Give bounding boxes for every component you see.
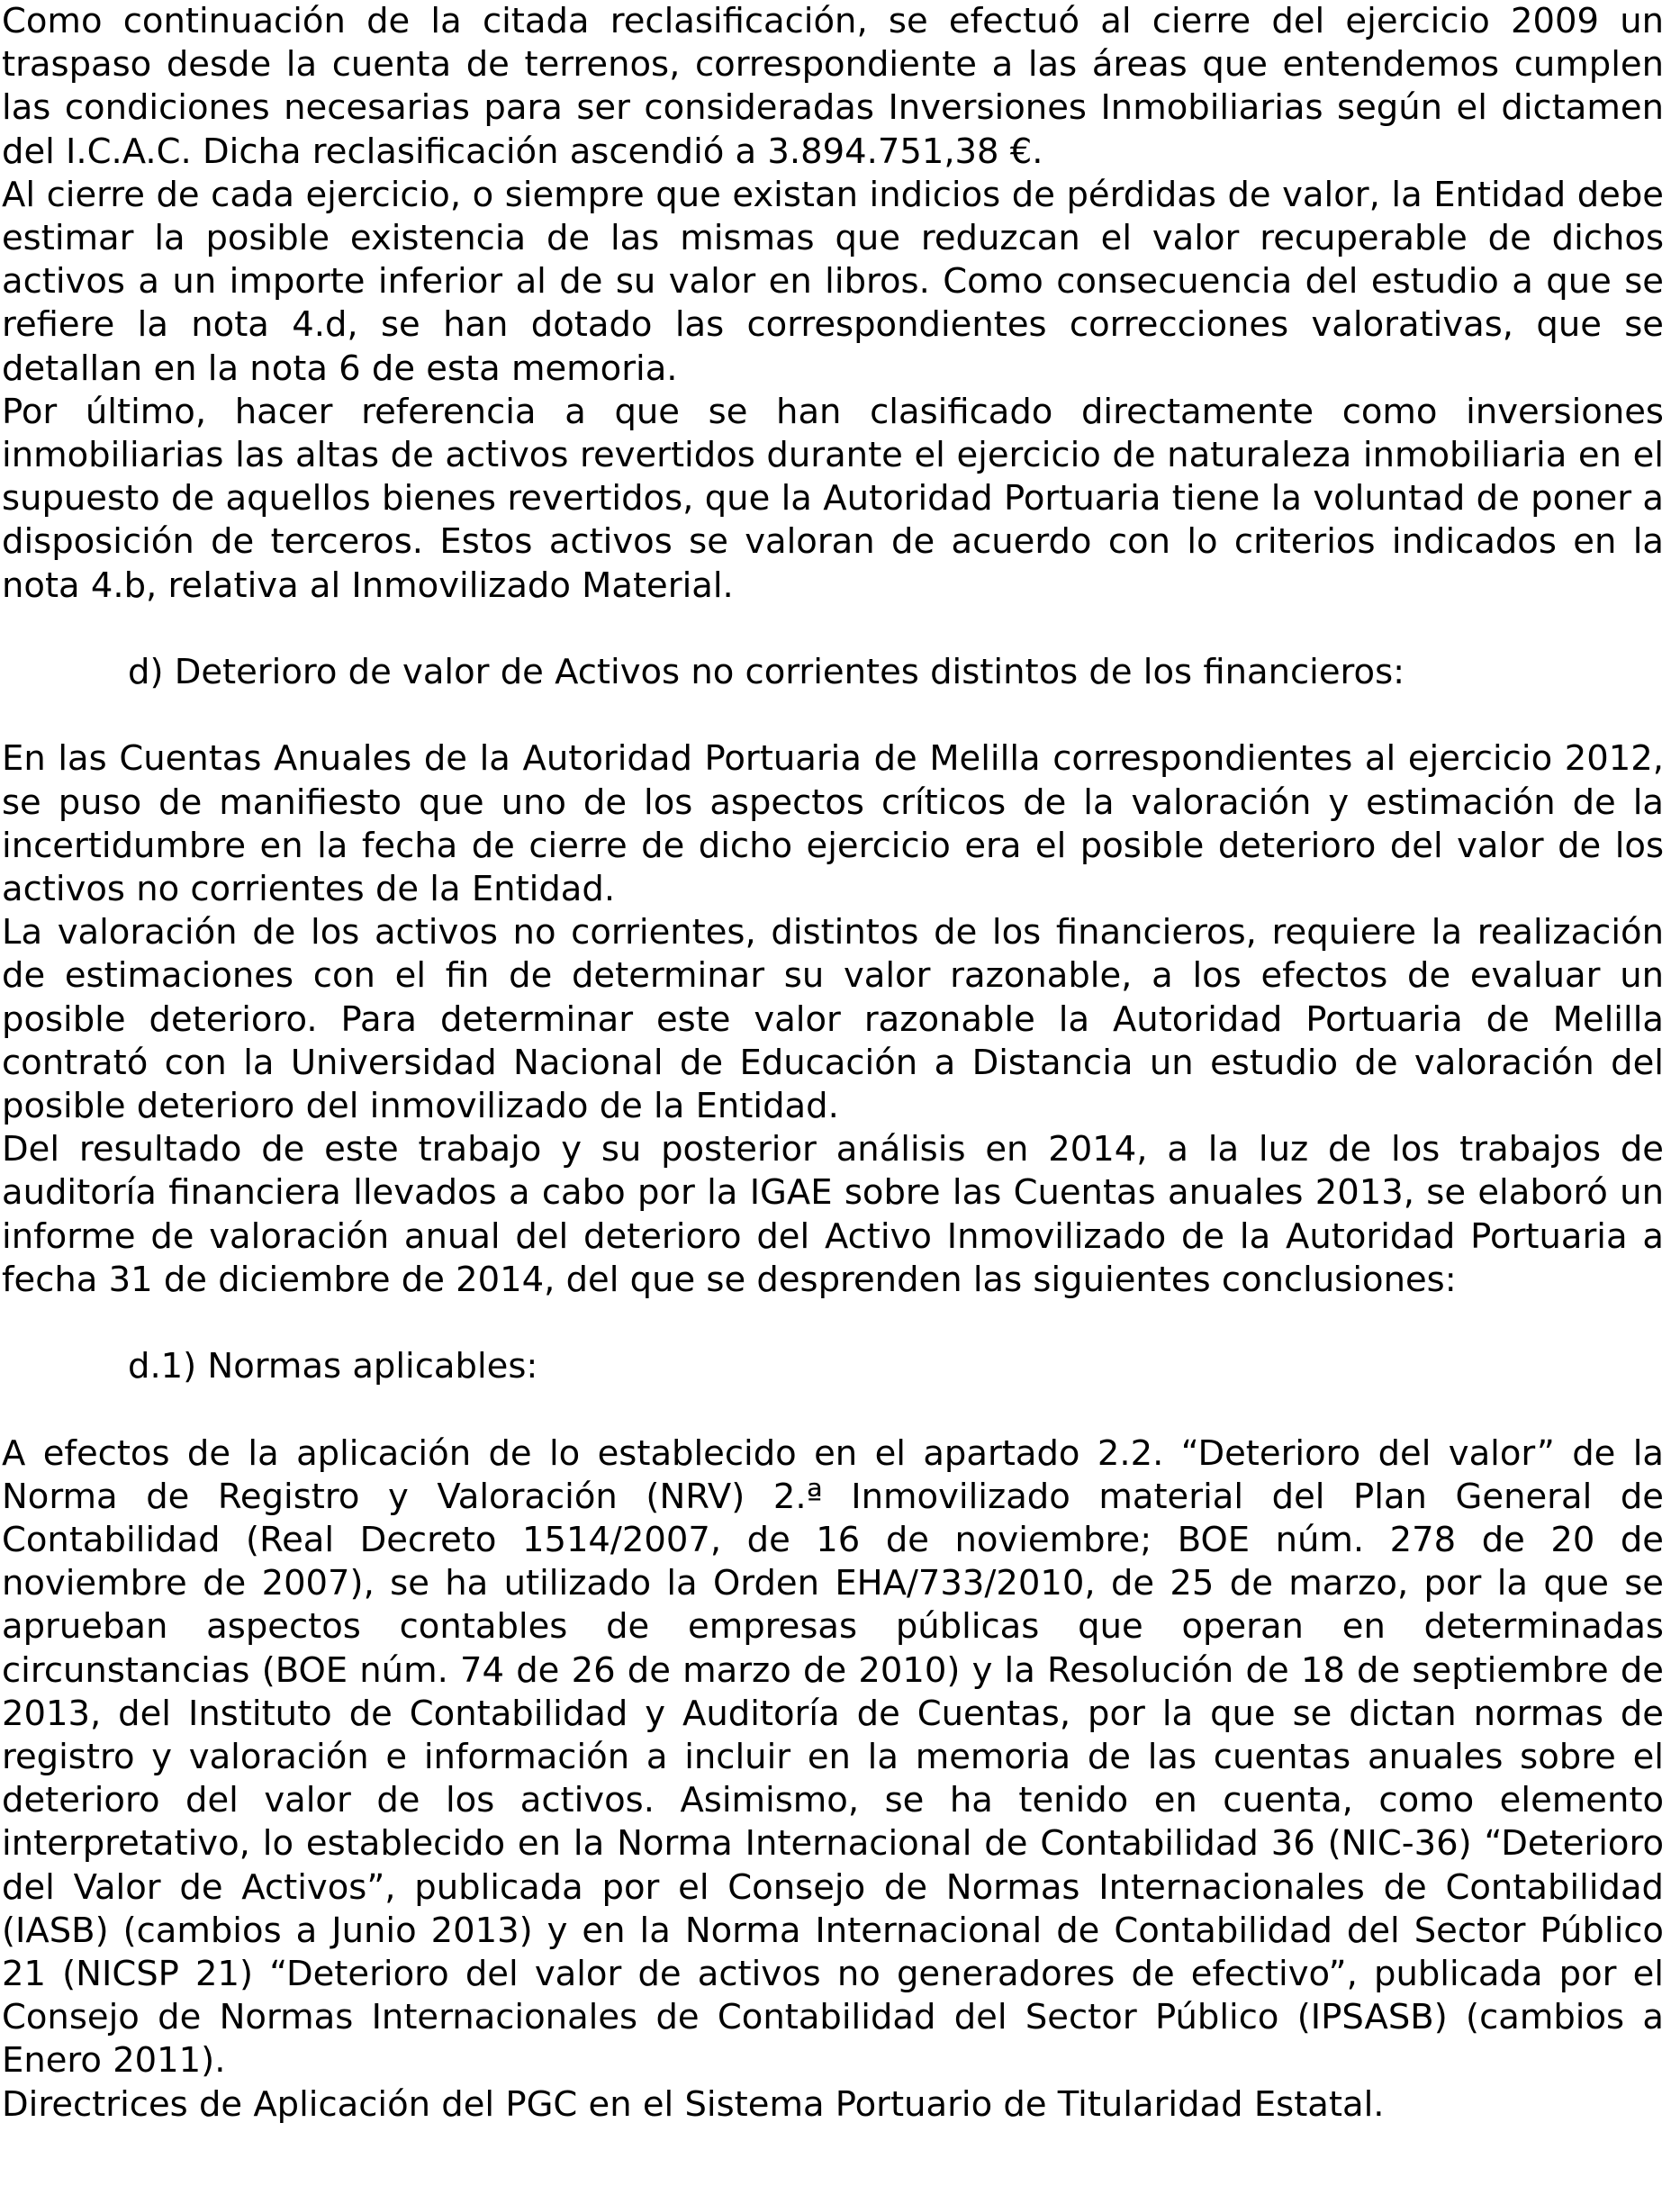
paragraph-cuentas-anuales: En las Cuentas Anuales de la Autoridad Portuaria de Melilla correspondientes al ejercicio 2012, se puso de manifiesto que uno de los aspectos críticos de la valoración y estimación de la incertidumbre en la fecha de cierre de dicho ejercicio era el posible deterioro del valor de los activos no corrientes de la Entidad. <box>2 738 1664 910</box>
subsection-heading-normas: d.1) Normas aplicables: <box>128 1346 538 1387</box>
paragraph-resultado-trabajo: Del resultado de este trabajo y su posterior análisis en 2014, a la luz de los trabajos de auditoría financiera llevados a cabo por la IGAE sobre las Cuentas anuales 2013, se elaboró un informe de valoración anual del deterioro del Activo Inmovilizado de la Autoridad Portuaria a fecha 31 de diciembre de 2014, del que se desprenden las siguientes conclusiones: <box>2 1129 1664 1300</box>
section-heading-deterioro: d) Deterioro de valor de Activos no corrientes distintos de los financieros: <box>128 652 1405 693</box>
paragraph-ultimo: Por último, hacer referencia a que se han clasificado directamente como inversiones inmobiliarias las altas de activos revertidos durante el ejercicio de naturaleza inmobiliaria en el supuesto de aquellos bienes revertidos, que la Autoridad Portuaria tiene la voluntad de poner a disposición de terceros. Estos activos se valoran de acuerdo con lo criterios indicados en la nota 4.b, relativa al Inmovilizado Material. <box>2 391 1664 606</box>
document-page <box>2 0 1664 2127</box>
paragraph-reclasificacion: Como continuación de la citada reclasificación, se efectuó al cierre del ejercicio 2009 un traspaso desde la cuenta de terrenos, correspondiente a las áreas que entendemos cumplen las condiciones necesarias para ser consideradas Inversiones Inmobiliarias según el dictamen del I.C.A.C. Dicha reclasificación ascendió a 3.894.751,38 €. <box>2 1 1664 172</box>
paragraph-normas-aplicables: A efectos de la aplicación de lo establecido en el apartado 2.2. “Deterioro del valor” de la Norma de Registro y Valoración (NRV) 2.ª Inmovilizado material del Plan General de Contabilidad (Real Decreto 1514/2007, de 16 de noviembre; BOE núm. 278 de 20 de noviembre de 2007), se ha utilizado la Orden EHA/733/2010, de 25 de marzo, por la que se aprueban aspectos contables de empresas públicas que operan en determinadas circunstancias (BOE núm. 74 de 26 de marzo de 2010) y la Resolución de 18 de septiembre de 2013, del Instituto de Contabilidad y Auditoría de Cuentas, por la que se dictan normas de registro y valoración e información a incluir en la memoria de las cuentas anuales sobre el deterioro del valor de los activos. Asimismo, se ha tenido en cuenta, como elemento interpretativo, lo establecido en la Norma Internacional de Contabilidad 36 (NIC-36) “Deterioro del Valor de Activos”, publicada por el Consejo de Normas Internacionales de Contabilidad (IASB) (cambios a Junio 2013) y en la Norma Internacional de Contabilidad del Sector Público 21 (NICSP 21) “Deterioro del valor de activos no generadores de efectivo”, publicada por el Consejo de Normas Internacionales de Contabilidad del Sector Público (IPSASB) (cambios a Enero 2011). <box>2 1432 1664 2082</box>
paragraph-cierre-ejercicio: Al cierre de cada ejercicio, o siempre que existan indicios de pérdidas de valor, la Entidad debe estimar la posible existencia de las mismas que reduzcan el valor recuperable de dichos activos a un importe inferior al de su valor en libros. Como consecuencia del estudio a que se refiere la nota 4.d, se han dotado las correspondientes correcciones valorativas, que se detallan en la nota 6 de esta memoria. <box>2 174 1664 389</box>
paragraph-directrices: Directrices de Aplicación del PGC en el Sistema Portuario de Titularidad Estatal. <box>2 2083 1385 2125</box>
paragraph-valoracion-activos: La valoración de los activos no corrientes, distintos de los financieros, requiere la realización de estimaciones con el fin de determinar su valor razonable, a los efectos de evaluar un posible deterioro. Para determinar este valor razonable la Autoridad Portuaria de Melilla contrató con la Universidad Nacional de Educación a Distancia un estudio de valoración del posible deterioro del inmovilizado de la Entidad. <box>2 912 1664 1127</box>
